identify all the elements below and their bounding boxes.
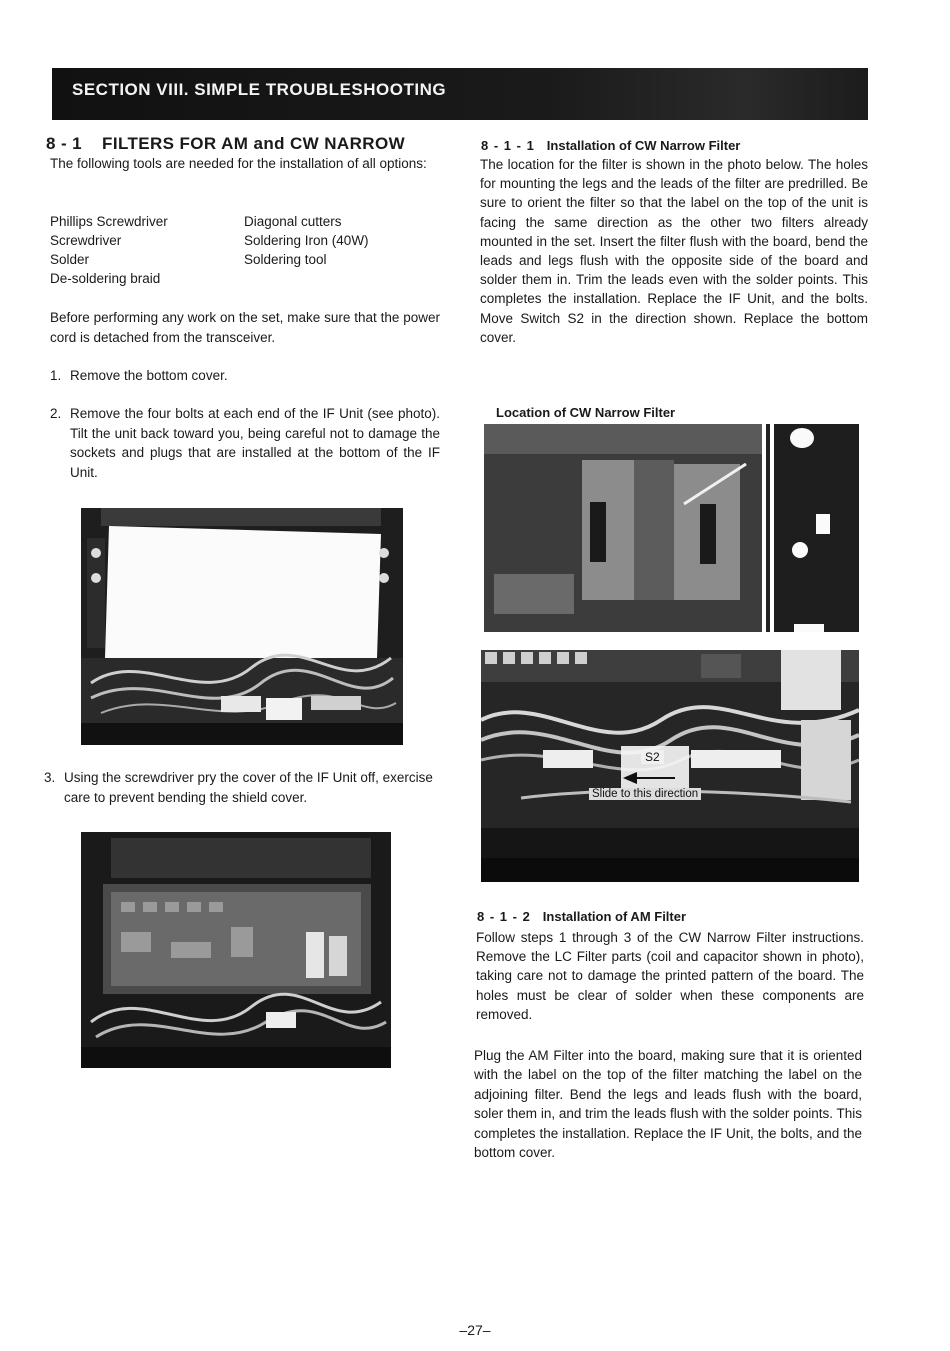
cw-filter-photo-graphic [484,424,859,632]
if-unit-photo [81,508,403,745]
page-number: –27– [459,1322,491,1338]
cw-title: Installation of CW Narrow Filter [546,138,741,153]
step-text: Remove the bottom cover. [70,368,228,383]
step-number: 3. [44,770,56,785]
cw-body: The location for the filter is shown in the photo below. The holes for mounting the legs and the leads of the filter are predrilled. Be sure to orient the filter so that the label on the top of the unit is facing the same direction as the other two filters already mounted in the set. Insert the filter flush with the board, bend the leads and legs flush with the opposite side of the board and solder them in. Trim the leads even with the solder points. This completes the installation. Replace the IF Unit, and the bolts. Move Switch S2 in the direction shown. Replace the bottom cover. [480,157,868,345]
if-board-photo-graphic [81,832,391,1068]
section-title: FILTERS FOR AM and CW NARROW [102,134,406,153]
intro-text: The following tools are needed for the installation of all options: [50,156,427,171]
step-text: Remove the four bolts at each end of the IF Unit (see photo). Tilt the unit back toward you, being careful not to damage the sockets and plugs that are installed at the bottom of the IF Unit. [70,406,440,480]
s2-switch-photo-graphic [481,650,859,882]
tool-item: Soldering Iron (40W) [244,233,369,248]
cw-photo-caption: Location of CW Narrow Filter [496,405,676,420]
tool-item: Solder [50,252,90,267]
tool-item: Soldering tool [244,252,327,267]
am-body-1: Follow steps 1 through 3 of the CW Narrow Filter instructions. Remove the LC Filter parts (coil and capacitor shown in photo), taking care not to damage the printed pattern of the board. The holes must be clear of solder when these components are removed. [476,930,864,1022]
tools-list-right [244,212,444,269]
if-board-photo [81,832,391,1068]
section-heading [46,134,405,154]
tool-item: De-soldering braid [50,271,161,286]
am-body-2: Plug the AM Filter into the board, making sure that it is oriented with the label on the top of the filter matching the label on the adjoining filter. Bend the legs and leads flush with the board, soler them in, and trim the leads flush with the solder points. This completes the installation. Replace the IF Unit, the bolts, and the bottom cover. [474,1048,862,1161]
section-number: 8 - 1 [46,134,83,153]
am-number: 8 - 1 - 2 [477,909,531,924]
s2-label: S2 [641,750,664,764]
if-unit-photo-graphic [81,508,403,745]
step-number: 1. [50,368,62,383]
tool-item: Phillips Screwdriver [50,214,168,229]
cw-heading [481,138,740,153]
section-header-title: SECTION VIII. SIMPLE TROUBLESHOOTING [72,80,447,99]
am-heading [477,909,686,924]
step-2 [50,404,440,482]
cw-number: 8 - 1 - 1 [481,138,535,153]
tools-list-left [50,212,240,288]
step-3 [44,768,440,807]
step-number: 2. [50,406,62,421]
slide-direction-label: Slide to this direction [589,788,701,800]
am-title: Installation of AM Filter [542,909,687,924]
tool-item: Screwdriver [50,233,122,248]
cw-filter-photo [484,424,859,632]
tool-item: Diagonal cutters [244,214,342,229]
step-1 [50,366,440,386]
warning-text: Before performing any work on the set, make sure that the power cord is detached from the transceiver. [50,310,440,345]
step-text: Using the screwdriver pry the cover of the IF Unit off, exercise care to prevent bending the shield cover. [64,770,433,805]
s2-switch-photo [481,650,859,882]
